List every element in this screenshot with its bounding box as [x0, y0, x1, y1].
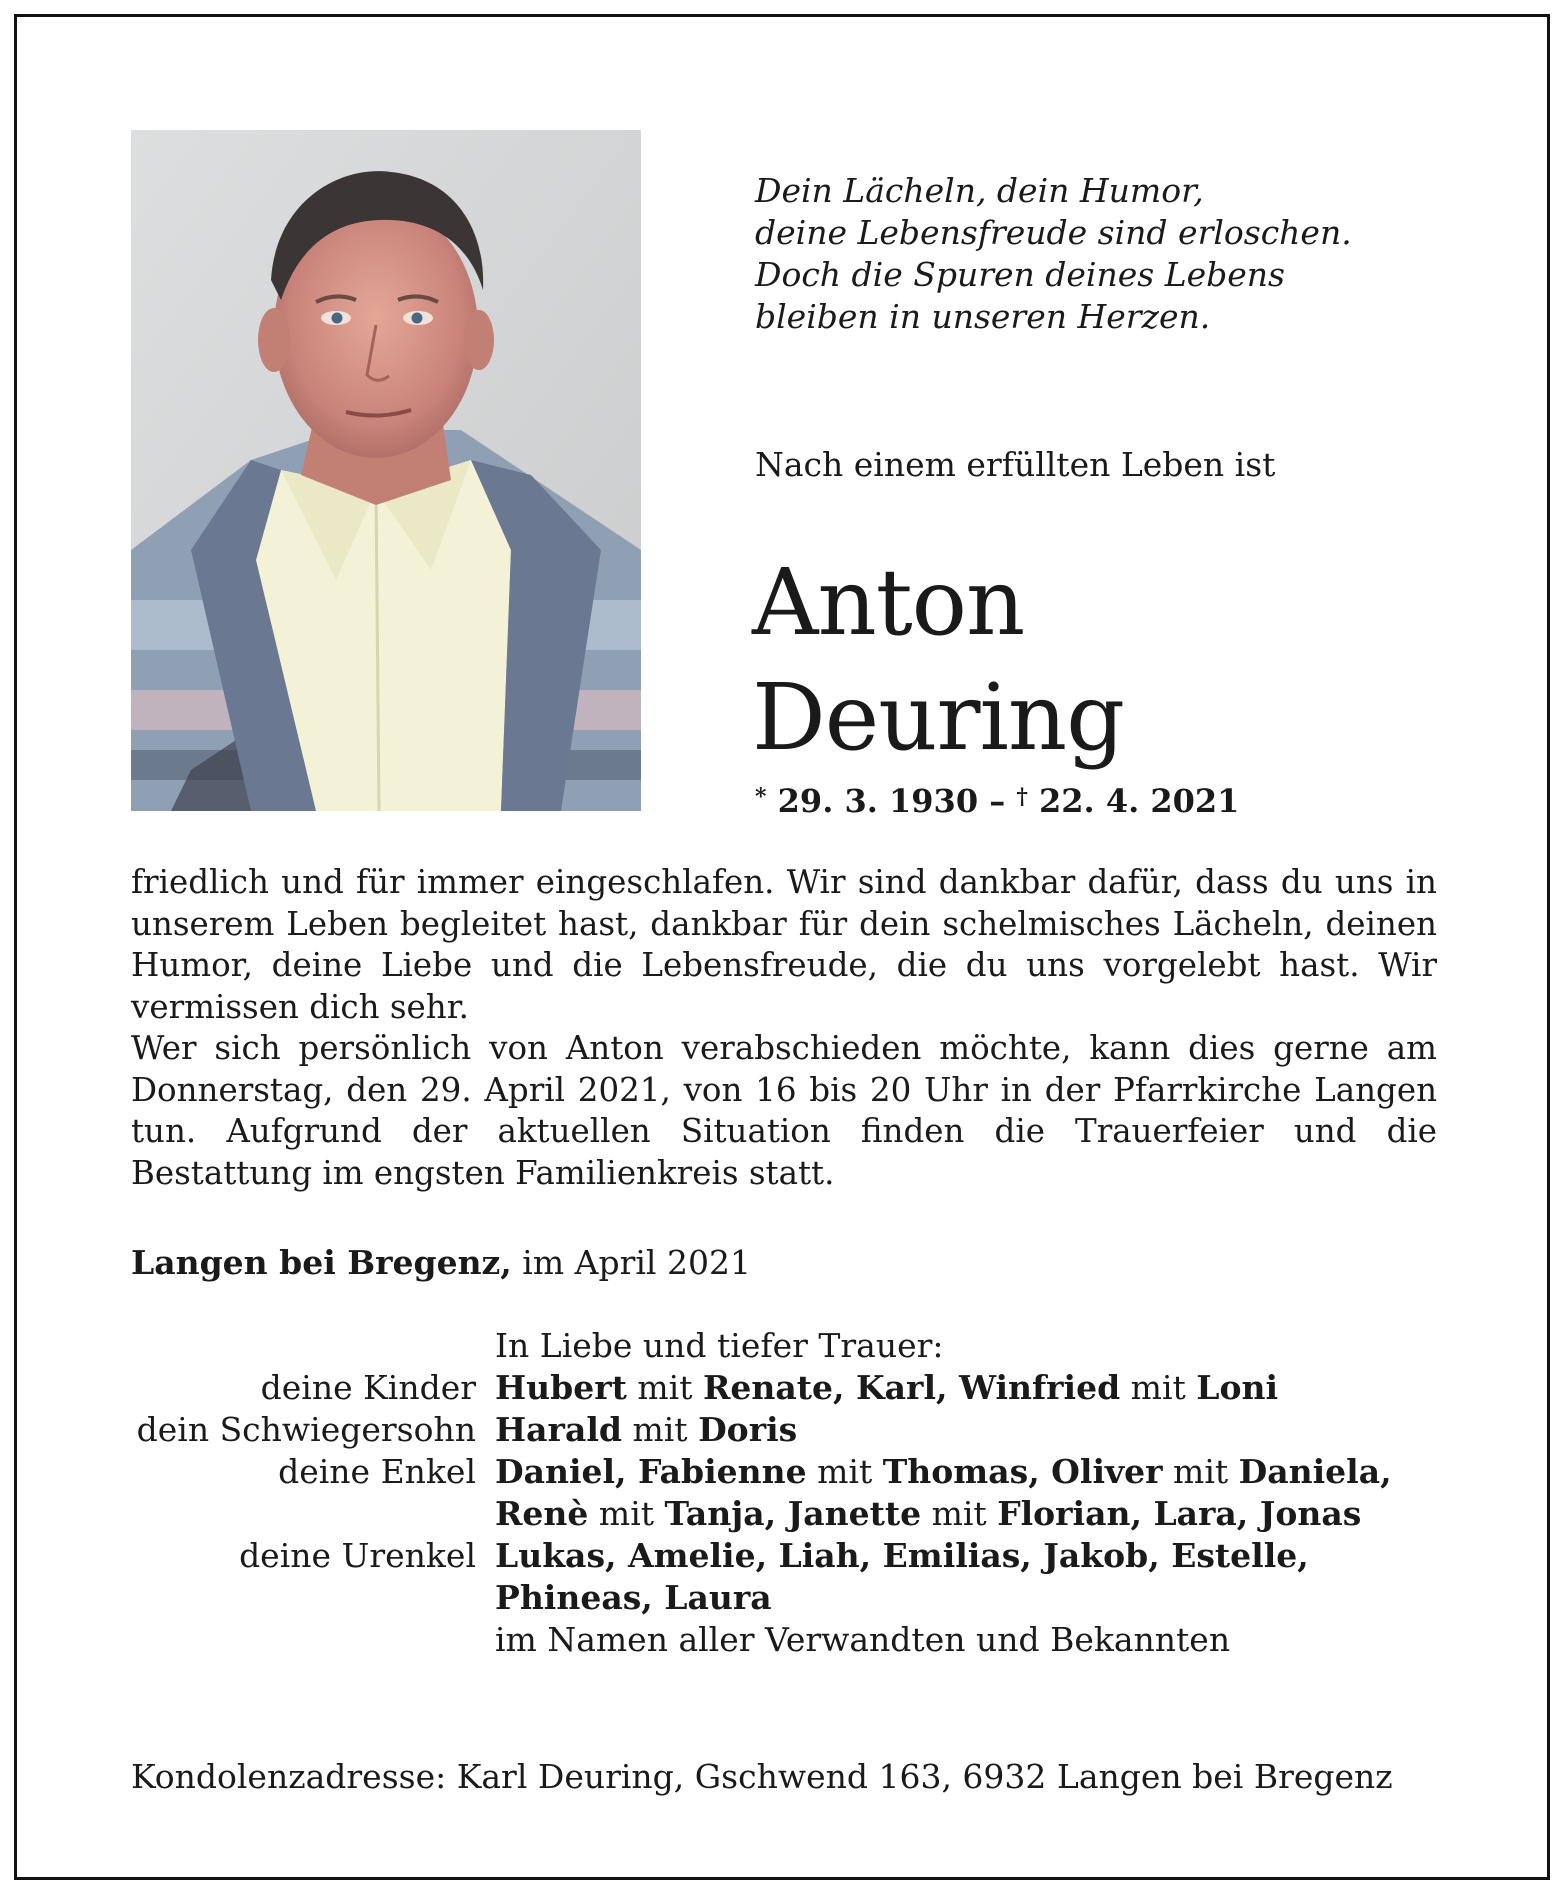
obituary-body [131, 862, 1437, 1194]
mourners-footer: im Namen aller Verwandten und Bekannten [495, 1620, 1231, 1659]
connector: mit [931, 1494, 987, 1533]
relation-label: dein Schwiegersohn [136, 1410, 476, 1449]
death-date: 22. 4. 2021 [1039, 782, 1240, 820]
body-paragraph-1: friedlich und für immer eingeschlafen. Wir sind dankbar dafür, dass du uns in unserem Leben begleitet hast, dankbar für dein schelmisches Lächeln, deinen Humor, deine Liebe und die Lebensfreude, die du uns vorgelebt hast. Wir vermissen dich sehr. [131, 863, 1437, 1026]
motto-line: Dein Lächeln, dein Humor, [755, 171, 1204, 210]
relation-label: deine Enkel [278, 1452, 476, 1491]
mourner-row-schwiegersohn [131, 1409, 1451, 1451]
mourners-heading: In Liebe und tiefer Trauer: [495, 1326, 944, 1365]
birth-symbol: * [755, 784, 767, 810]
mourner-names [495, 1451, 1451, 1493]
birth-date: 29. 3. 1930 [777, 782, 979, 820]
mourner-names [495, 1493, 1451, 1535]
relation-label: deine Kinder [260, 1368, 476, 1407]
connector: mit [817, 1452, 873, 1491]
mourners-list [131, 1325, 1451, 1661]
connector: mit [1173, 1452, 1229, 1491]
last-name: Deuring [752, 664, 1125, 771]
portrait-photo [131, 130, 641, 811]
condolence-address: Kondolenzadresse: Karl Deuring, Gschwend 163, 6932 Langen bei Bregenz [131, 1757, 1393, 1796]
place-date-line [131, 1243, 751, 1282]
connector: mit [598, 1494, 655, 1533]
mourner-name: Thomas, Oliver [882, 1452, 1163, 1491]
mourner-name: Phineas, Laura [495, 1578, 772, 1617]
mourner-row-enkel-cont [131, 1493, 1451, 1535]
mourner-name: Harald [495, 1410, 622, 1449]
body-paragraph-2: Wer sich persönlich von Anton verabschieden möchte, kann dies gerne am Donnerstag, den 29. April 2021, von 16 bis 20 Uhr in der Pfarrkirche Langen tun. Aufgrund der aktuellen Situation finden die Trauerfeier und die Bestattung im engsten Familienkreis statt. [131, 1029, 1437, 1192]
first-name: Anton [752, 549, 1025, 656]
mourners-heading-row [131, 1325, 1451, 1367]
mourner-name: Florian, Lara, Jonas [997, 1494, 1362, 1533]
mourner-names [495, 1577, 1451, 1619]
mourner-name: Renate, Karl, Winfried [702, 1368, 1121, 1407]
mourner-row-enkel [131, 1451, 1451, 1493]
connector: mit [632, 1410, 688, 1449]
connector: mit [1130, 1368, 1186, 1407]
mourner-names [495, 1535, 1451, 1577]
place-date: im April 2021 [522, 1243, 751, 1282]
motto-line: Doch die Spuren deines Lebens [755, 255, 1285, 294]
motto-verse [755, 170, 1352, 338]
relation-label: deine Urenkel [239, 1536, 476, 1575]
mourner-name: Daniel, Fabienne [495, 1452, 807, 1491]
deceased-name [752, 545, 1124, 775]
mourner-name: Tanja, Janette [664, 1494, 922, 1533]
mourner-name: Daniela, [1238, 1452, 1392, 1491]
life-dates [755, 782, 1239, 820]
intro-text: Nach einem erfüllten Leben ist [755, 445, 1276, 484]
mourner-row-urenkel [131, 1535, 1451, 1577]
connector: mit [637, 1368, 693, 1407]
mourner-name: Doris [698, 1410, 798, 1449]
mourner-name: Hubert [495, 1368, 627, 1407]
mourner-name: Loni [1196, 1368, 1279, 1407]
mourner-row-urenkel-cont [131, 1577, 1451, 1619]
mourner-names [495, 1367, 1451, 1409]
death-symbol: † [1016, 784, 1028, 810]
mourner-row-kinder [131, 1367, 1451, 1409]
date-dash: – [989, 782, 1006, 820]
mourner-names [495, 1409, 1451, 1451]
motto-line: bleiben in unseren Herzen. [755, 297, 1211, 336]
mourners-footer-row [131, 1619, 1451, 1661]
place-name: Langen bei Bregenz, [131, 1243, 512, 1282]
motto-line: deine Lebensfreude sind erloschen. [755, 213, 1352, 252]
mourner-name: Renè [495, 1494, 589, 1533]
mourner-name: Lukas, Amelie, Liah, Emilias, Jakob, Estelle, [495, 1536, 1309, 1575]
